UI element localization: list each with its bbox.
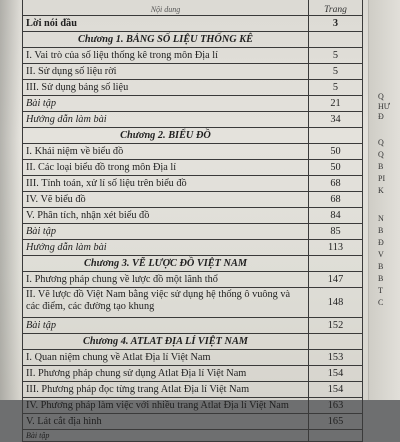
page-number: 68: [309, 176, 363, 192]
entry-title: V. Phân tích, nhận xét biểu đồ: [23, 208, 309, 224]
margin-letter: T: [378, 286, 383, 295]
margin-letter: N: [378, 214, 384, 223]
page-number: 84: [309, 208, 363, 224]
page-number: 85: [309, 224, 363, 240]
toc-row: [23, 288, 363, 318]
entry-title: Bài tập: [23, 318, 309, 334]
toc-row: [23, 192, 363, 208]
entry-title: III. Phương pháp đọc từng trang Atlat Địa lí Việt Nam: [23, 382, 309, 398]
entry-title: I. Khái niệm về biểu đồ: [23, 144, 309, 160]
chapter-row: [23, 334, 363, 350]
toc-header-row: [23, 0, 363, 16]
toc-row: [23, 350, 363, 366]
toc-row: [23, 80, 363, 96]
page-shadow: [0, 0, 20, 400]
toc-row: [23, 430, 363, 442]
margin-letter: B: [378, 226, 384, 235]
page-number: 68: [309, 192, 363, 208]
toc-row: [23, 240, 363, 256]
page-number: [309, 334, 363, 350]
entry-title: IV. Phương pháp làm việc với nhiều trang Atlat Địa lí Việt Nam: [23, 398, 309, 414]
toc-row: [23, 160, 363, 176]
page-number: [309, 256, 363, 272]
margin-letter: Q: [378, 92, 384, 101]
table-of-contents: [22, 0, 363, 442]
chapter-row: [23, 256, 363, 272]
page-number: 163: [309, 398, 363, 414]
page-number: 152: [309, 318, 363, 334]
page-number: [309, 128, 363, 144]
page-number: 147: [309, 272, 363, 288]
entry-title: I. Phương pháp chung về lược đồ một lãnh thổ: [23, 272, 309, 288]
toc-row: [23, 318, 363, 334]
page-number: 50: [309, 144, 363, 160]
margin-letter: B: [378, 162, 384, 171]
chapter-row: [23, 128, 363, 144]
chapter-row: [23, 32, 363, 48]
page-number: 5: [309, 64, 363, 80]
entry-title: Bài tập: [23, 430, 309, 442]
header-page: Trang: [309, 0, 363, 16]
entry-title: Bài tập: [23, 96, 309, 112]
page-number: 21: [309, 96, 363, 112]
page-number: 50: [309, 160, 363, 176]
entry-title: I. Vai trò của số liệu thống kê trong môn Địa lí: [23, 48, 309, 64]
entry-title: III. Tính toán, xử lí số liệu trên biểu đồ: [23, 176, 309, 192]
page-number: 113: [309, 240, 363, 256]
chapter-title: Chương 2. BIỂU ĐỒ: [23, 128, 309, 144]
chapter-title: Chương 3. VẼ LƯỢC ĐỒ VIỆT NAM: [23, 256, 309, 272]
entry-title: III. Sử dụng bảng số liệu: [23, 80, 309, 96]
page-number: 165: [309, 414, 363, 430]
page-number: 148: [309, 288, 363, 318]
margin-letter: Q: [378, 138, 384, 147]
toc-row: [23, 48, 363, 64]
margin-letter: B: [378, 274, 384, 283]
margin-letter: K: [378, 186, 384, 195]
page-number: 154: [309, 366, 363, 382]
toc-row: [23, 64, 363, 80]
entry-title: Bài tập: [23, 224, 309, 240]
margin-letter: Đ: [378, 238, 384, 247]
page-number: [309, 32, 363, 48]
margin-letter: C: [378, 298, 384, 307]
entry-title: V. Lát cắt địa hình: [23, 414, 309, 430]
entry-title: II. Sử dụng số liệu rời: [23, 64, 309, 80]
toc-row: [23, 414, 363, 430]
entry-title: IV. Vẽ biểu đồ: [23, 192, 309, 208]
margin-letter: B: [378, 262, 384, 271]
page-number: 5: [309, 80, 363, 96]
toc-row: [23, 96, 363, 112]
entry-title: II. Các loại biểu đồ trong môn Địa lí: [23, 160, 309, 176]
chapter-title: Chương 1. BẢNG SỐ LIỆU THỐNG KÊ: [23, 32, 309, 48]
chapter-title: Chương 4. ATLAT ĐỊA LÍ VIỆT NAM: [23, 334, 309, 350]
margin-letter: PI: [378, 174, 386, 183]
entry-title: II. Phương pháp chung sử dụng Atlat Địa lí Việt Nam: [23, 366, 309, 382]
toc-row: [23, 208, 363, 224]
page-number: [309, 430, 363, 442]
margin-letter: Q: [378, 150, 384, 159]
toc-row: [23, 16, 363, 32]
margin-letter: HƯ: [378, 102, 390, 111]
toc-row: [23, 382, 363, 398]
entry-title: Hướng dẫn làm bài: [23, 112, 309, 128]
entry-title: I. Quan niệm chung về Atlat Địa lí Việt Nam: [23, 350, 309, 366]
entry-title: II. Vẽ lược đồ Việt Nam bằng việc sử dụng hệ thống ô vuông và các điểm, các đường tạo khung: [23, 288, 309, 318]
toc-row: [23, 144, 363, 160]
toc-row: [23, 366, 363, 382]
page-number: 154: [309, 382, 363, 398]
toc-row: [23, 112, 363, 128]
entry-title: Hướng dẫn làm bài: [23, 240, 309, 256]
adjacent-page-text: [378, 0, 400, 400]
page-number: 5: [309, 48, 363, 64]
page-number: 34: [309, 112, 363, 128]
page-number: 3: [309, 16, 363, 32]
header-content: Nội dung: [23, 0, 309, 16]
entry-title: Lời nói đầu: [23, 16, 309, 32]
margin-letter: Đ: [378, 112, 384, 121]
toc-row: [23, 176, 363, 192]
toc-row: [23, 272, 363, 288]
page-number: 153: [309, 350, 363, 366]
margin-letter: V: [378, 250, 384, 259]
toc-row: [23, 224, 363, 240]
